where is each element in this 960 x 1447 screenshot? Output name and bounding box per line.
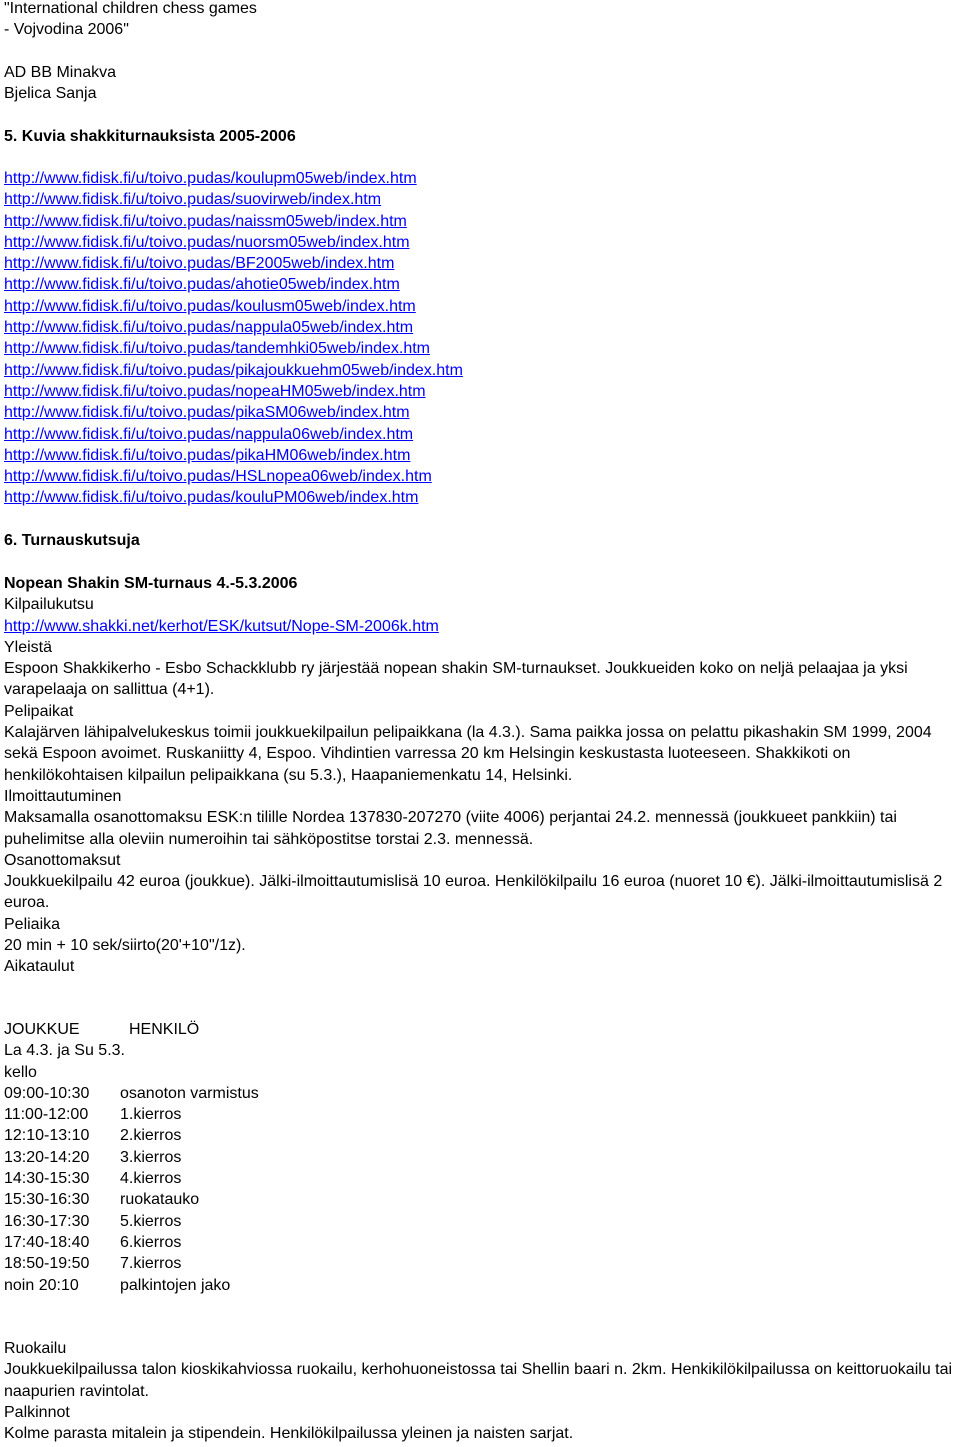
schedule-row [4,1211,259,1232]
schedule-event: ruokatauko [120,1191,200,1209]
schedule-event: 6.kierros [120,1233,182,1251]
invite-link[interactable]: http://www.shakki.net/kerhot/ESK/kutsut/Nope-SM-2006k.htm [4,617,439,635]
photo-gallery-link[interactable]: http://www.fidisk.fi/u/toivo.pudas/nappula06web/index.htm [4,425,414,443]
schedule-event: 4.kierros [120,1170,182,1188]
palkinnot-text: Kolme parasta mitalein ja stipendein. Henkilökilpailussa yleinen ja naisten sarjat. [4,1425,574,1443]
schedule-time: 13:20-14:20 [4,1148,90,1166]
photo-gallery-link[interactable]: http://www.fidisk.fi/u/toivo.pudas/koulupm05web/index.htm [4,170,417,187]
schedule-header-individual: HENKILÖ [129,1021,200,1038]
ruokailu-text: Joukkuekilpailussa talon kioskikahviossa ruokailu, kerhohuoneistossa tai Shellin baari n. 2km. Henkikilökilpailussa on keittoruokailu tai naapurien ravintolat. [4,1361,953,1400]
invite-label: Kilpailukutsu [4,596,94,614]
schedule-event: 2.kierros [120,1127,182,1145]
schedule-time: 15:30-16:30 [4,1191,90,1209]
schedule-row [4,1104,259,1125]
schedule-block [4,1019,259,1296]
header-title-line-1: "International children chess games [4,0,257,17]
schedule-row [4,1083,259,1104]
schedule-event: osanoton varmistus [120,1084,259,1102]
photo-gallery-link[interactable]: http://www.fidisk.fi/u/toivo.pudas/nappula05web/index.htm [4,319,414,337]
photo-gallery-link[interactable]: http://www.fidisk.fi/u/toivo.pudas/pikaSM06web/index.htm [4,404,410,422]
schedule-time: 09:00-10:30 [4,1084,90,1102]
osanottomaksut-label: Osanottomaksut [4,851,121,869]
section-5-heading: 5. Kuvia shakkiturnauksista 2005-2006 [4,128,296,145]
schedule-header [4,1019,259,1040]
schedule-kello: kello [4,1063,37,1081]
schedule-row [4,1232,259,1253]
schedule-event: 7.kierros [120,1255,182,1273]
schedule-event: 5.kierros [120,1212,182,1230]
closing-info [4,1338,956,1444]
schedule-time: 18:50-19:50 [4,1255,90,1273]
author-name-2: Bjelica Sanja [4,85,97,103]
schedule-time: 17:40-18:40 [4,1233,90,1251]
photo-gallery-link[interactable]: http://www.fidisk.fi/u/toivo.pudas/pikajoukkuehm05web/index.htm [4,361,463,379]
photo-gallery-link[interactable]: http://www.fidisk.fi/u/toivo.pudas/koulusm05web/index.htm [4,297,416,315]
photo-gallery-link[interactable]: http://www.fidisk.fi/u/toivo.pudas/HSLnopea06web/index.htm [4,468,432,486]
event-info [4,573,956,978]
ruokailu-label: Ruokailu [4,1340,67,1357]
palkinnot-label: Palkinnot [4,1403,70,1421]
ilmoittautuminen-text: Maksamalla osanottomaksu ESK:n tilille Nordea 137830-207270 (viite 4006) perjantai 24.2. mennessä (joukkueet pankkiin) tai puhelimitse alla oleviin numeroihin tai sähköpostitse torstai 2.3. mennessä. [4,809,897,848]
schedule-row [4,1189,259,1210]
schedule-row [4,1275,259,1296]
yleista-text: Espoon Shakkikerho - Esbo Schackklubb ry järjestää nopean shakin SM-turnaukset. Joukkueiden koko on neljä pelaajaa ja yksi varapelaaja on sallittua (4+1). [4,660,908,699]
aikataulut-label: Aikataulut [4,958,75,976]
yleista-label: Yleistä [4,638,53,656]
schedule-row [4,1168,259,1189]
document-header [4,0,956,41]
author-name-1: AD BB Minakva [4,64,117,81]
peliaika-text: 20 min + 10 sek/siirto(20'+10"/1z). [4,937,246,955]
photo-gallery-link[interactable]: http://www.fidisk.fi/u/toivo.pudas/naissm05web/index.htm [4,212,407,230]
osanottomaksut-text: Joukkuekilpailu 42 euroa (joukkue). Jälki-ilmoittautumislisä 10 euroa. Henkilökilpailu 16 euroa (nuoret 10 €). Jälki-ilmoittautumislisä 2 euroa. [4,873,943,912]
peliaika-label: Peliaika [4,915,61,933]
photo-gallery-link[interactable]: http://www.fidisk.fi/u/toivo.pudas/nopeaHM05web/index.htm [4,382,426,400]
schedule-rows [4,1083,259,1296]
schedule-time: noin 20:10 [4,1276,79,1294]
photo-gallery-link[interactable]: http://www.fidisk.fi/u/toivo.pudas/kouluPM06web/index.htm [4,489,419,507]
schedule-header-team: JOUKKUE [4,1021,80,1038]
photo-gallery-link[interactable]: http://www.fidisk.fi/u/toivo.pudas/nuorsm05web/index.htm [4,233,410,251]
photo-gallery-link[interactable]: http://www.fidisk.fi/u/toivo.pudas/suovirweb/index.htm [4,191,382,209]
schedule-event: 3.kierros [120,1148,182,1166]
photo-gallery-link[interactable]: http://www.fidisk.fi/u/toivo.pudas/pikaHM06web/index.htm [4,446,411,464]
schedule-row [4,1253,259,1274]
schedule-time: 14:30-15:30 [4,1170,90,1188]
pelipaikat-text: Kalajärven lähipalvelukeskus toimii joukkuekilpailun pelipaikkana (la 4.3.). Sama paikka jossa on pelattu pikashakin SM 1999, 2004 sekä Espoon avoimet. Ruskaniitty 4, Espoo. Vihdintien varressa 20 km Helsingin keskustasta luoteeseen. Shakkikoti on henkilökohtaisen kilpailun pelipaikkana (su 5.3.), Haapaniemenkatu 14, Helsinki. [4,724,932,784]
author-block [4,62,956,105]
schedule-days: La 4.3. ja Su 5.3. [4,1042,125,1060]
header-title-line-2: - Vojvodina 2006" [4,21,129,39]
schedule-event: 1.kierros [120,1106,182,1124]
schedule-time: 12:10-13:10 [4,1127,90,1145]
schedule-row [4,1125,259,1146]
photo-gallery-link[interactable]: http://www.fidisk.fi/u/toivo.pudas/BF2005web/index.htm [4,255,395,273]
section-6-heading: 6. Turnauskutsuja [4,532,140,549]
section-5-link-list [4,168,956,509]
photo-gallery-link[interactable]: http://www.fidisk.fi/u/toivo.pudas/ahotie05web/index.htm [4,276,400,294]
schedule-time: 11:00-12:00 [4,1106,89,1124]
pelipaikat-label: Pelipaikat [4,702,74,720]
event-title: Nopean Shakin SM-turnaus 4.-5.3.2006 [4,575,298,592]
ilmoittautuminen-label: Ilmoittautuminen [4,787,122,805]
photo-gallery-link[interactable]: http://www.fidisk.fi/u/toivo.pudas/tandemhki05web/index.htm [4,340,430,358]
schedule-time: 16:30-17:30 [4,1212,90,1230]
schedule-event: palkintojen jako [120,1276,231,1294]
schedule-row [4,1147,259,1168]
